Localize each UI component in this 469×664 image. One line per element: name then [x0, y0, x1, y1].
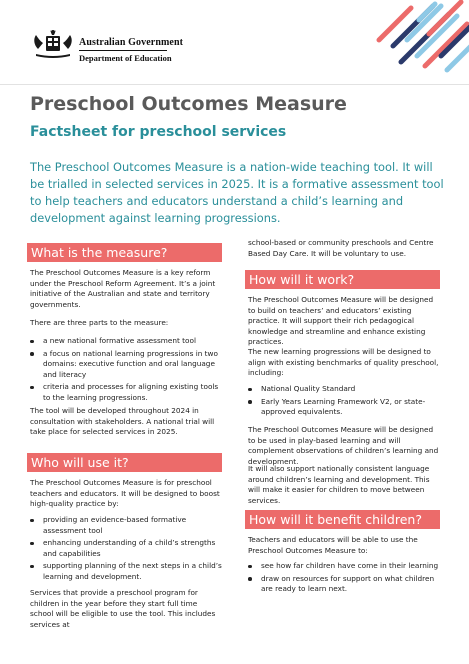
list-item: a focus on national learning progressions in two domains: executive function and oral language and literacy — [30, 349, 222, 381]
government-wordmark — [79, 37, 183, 63]
what-bullet-list — [30, 336, 222, 406]
benefit-paragraph-1: Teachers and educators will be able to use the Preschool Outcomes Measure to: — [248, 535, 418, 555]
what-paragraph-1: The Preschool Outcomes Measure is a key reform under the Preschool Reform Agreement. It’s a joint initiative of the Australian and state and territory governments. — [30, 268, 216, 309]
who-bullet-list — [30, 515, 222, 585]
list-item: enhancing understanding of a child’s strengths and capabilities — [30, 538, 222, 559]
page-title: Preschool Outcomes Measure — [30, 93, 347, 115]
list-item: a new national formative assessment tool — [30, 336, 222, 347]
list-item: providing an evidence-based formative assessment tool — [30, 515, 222, 536]
how-paragraph-1: The Preschool Outcomes Measure will be designed to build on teachers’ and educators’ existing practice. It will support their rich pedagogical knowledge and streamline and enhance existing practices. — [248, 295, 434, 347]
continuation-paragraph: school-based or community preschools and Centre Based Day Care. It will be voluntary to use. — [248, 238, 434, 258]
benefit-bullet-list — [248, 561, 442, 597]
what-paragraph-2: There are three parts to the measure: — [30, 318, 169, 327]
list-item: see how far children have come in their learning — [248, 561, 442, 572]
how-bullet-list — [248, 384, 442, 420]
what-paragraph-3: The tool will be developed throughout 2024 in consultation with stakeholders. A national trial will take place for selected services in 2025. — [30, 406, 215, 437]
coat-of-arms-logo — [30, 27, 76, 63]
list-item: National Quality Standard — [248, 384, 442, 395]
page-header — [0, 0, 469, 85]
who-paragraph-1: The Preschool Outcomes Measure is for preschool teachers and educators. It will be designed to boost high-quality practice by: — [30, 478, 220, 509]
how-paragraph-2: The new learning progressions will be designed to align with existing benchmarks of quality preschool, including: — [248, 347, 439, 378]
intro-paragraph: The Preschool Outcomes Measure is a nation-wide teaching tool. It will be trialled in selected services in 2025. It is a formative assessment tool to help teachers and educators understand a child’s learning and development against learning progressions. — [30, 160, 444, 225]
section-heading-how: How will it work? — [245, 270, 440, 289]
how-paragraph-4: It will also support nationally consistent language around children’s learning and development. This will make it easier for children to move between services. — [248, 464, 430, 505]
section-heading-what: What is the measure? — [27, 243, 222, 262]
list-item: Early Years Learning Framework V2, or state-approved equivalents. — [248, 397, 442, 418]
section-heading-who: Who will use it? — [27, 453, 222, 472]
government-name: Australian Government — [79, 37, 184, 48]
list-item: criteria and processes for aligning existing tools to the learning progressions. — [30, 382, 222, 403]
list-item: supporting planning of the next steps in a child’s learning and development. — [30, 561, 222, 582]
section-heading-benefit: How will it benefit children? — [245, 510, 440, 529]
decorative-stripes — [349, 0, 469, 84]
department-name: Department of Education — [79, 53, 172, 63]
wordmark-rule — [79, 50, 167, 51]
page-subtitle: Factsheet for preschool services — [30, 124, 287, 140]
list-item: draw on resources for support on what children are ready to learn next. — [248, 574, 442, 595]
who-paragraph-2: Services that provide a preschool program for children in the year before they start full time school will be eligible to use the tool. This includes services at — [30, 588, 216, 629]
how-paragraph-3: The Preschool Outcomes Measure will be designed to be used in play-based learning and will complement observations of children’s learning and development. — [248, 425, 439, 466]
